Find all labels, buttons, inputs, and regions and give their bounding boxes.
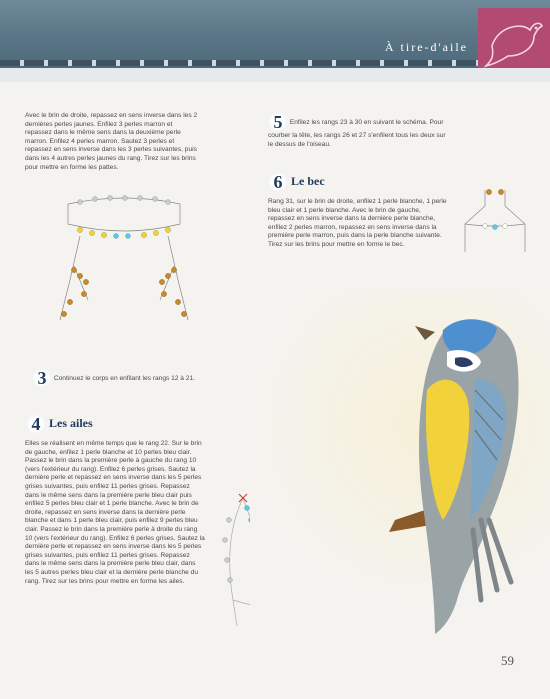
step-4-text: Elles se réalisent en même temps que le rang 22. Sur le brin de gauche, enfilez 1 perle blanche et 10 perles bleu clair. Passez le brin dans la première perle à gauche du rang 10 (vers l'extérieur du rang). Enfilez 6 perles grises. Sautez la dernière perle et repassez en sens inverse dans les 5 perles grises suivantes, puis enfilez 11 perles grises. Repassez dans le même sens dans la première perle bleu clair puis enfilez 5 perles bleu clair et 1 perle blanche. Avec le brin de droite, repassez en sens inverse dans la dernière perle blanche et dans 1 perle bleu clair, puis enfilez 9 perles bleu clair. Passez le brin dans la première perle à droite du rang 10 (vers l'extérieur du rang). Enfilez 6 perles grises. Sautez la dernière perle et repassez en sens inverse dans les 5 perles grises suivantes, puis enfilez 11 perles grises. Repassez dans le même sens dans la première perle bleu clair, dans les 5 autres perles bleu clair et la dernière perle blanche du rang. Tirez sur les brins pour mettre en forme les ailes.	[25, 440, 205, 585]
chapter-title: À tire-d'aile	[384, 40, 468, 54]
step-3-text: Continuez le corps en enfilant les rangs 12 à 21.	[53, 374, 195, 382]
intro-text: Avec le brin de droite, repassez en sens inverse dans les 2 dernières perles jaunes. Enfilez 3 perles marron et repassez dans le même sens dans la deuxième perle marron. Enfilez 4 perles marron. Sautez 3 perles et repassez en sens inverse dans les 3 perles suivantes, puis dans les 4 autres perles jaunes du rang. Tirez sur les brins pour mettre en forme les pattes.	[25, 112, 198, 171]
step-4-title: Les ailes	[49, 415, 93, 430]
header-bar	[0, 0, 550, 68]
step-3	[32, 368, 202, 388]
beak-diagram	[455, 182, 535, 262]
step-6-text: Rang 31, sur le brin de droite, enfilez 1 perle blanche, 1 perle bleu clair et 1 perle blanche. Avec le brin de gauche, repassez en sens inverse dans la dernière perle blanche, enfilez 2 perles marron, repassez en sens inverse dans la première perle marron, puis dans la perle blanche suivante. Tirez sur les brins pour mettre en forme le bec.	[268, 198, 447, 248]
beaded-bird-photo	[385, 300, 545, 640]
step-5-text: Enfilez les rangs 23 à 30 en suivant le schéma. Pour courber la tête, les rangs 26 et 27 s'enfilent tous les deux sur le dessus de l'oiseau.	[268, 118, 446, 148]
header-band	[0, 68, 550, 82]
chapter-tab	[478, 8, 550, 68]
page-number: 59	[501, 653, 514, 668]
step-4-number: 4	[31, 414, 41, 434]
step-5	[268, 112, 448, 149]
step-6-number: 6	[273, 172, 283, 192]
legs-diagram	[40, 190, 210, 350]
step-5-number: 5	[273, 112, 283, 132]
step-6-number-badge	[268, 172, 288, 192]
header-stripe	[0, 60, 550, 66]
step-6-heading	[268, 172, 325, 192]
bird-silhouette-icon	[478, 8, 550, 68]
step-3-number-badge	[32, 368, 52, 388]
step-3-number: 3	[37, 368, 47, 388]
step-5-number-badge	[268, 112, 288, 132]
step-4-number-badge	[26, 414, 46, 434]
step-4-heading	[26, 414, 93, 434]
step-6-title: Le bec	[291, 173, 325, 188]
